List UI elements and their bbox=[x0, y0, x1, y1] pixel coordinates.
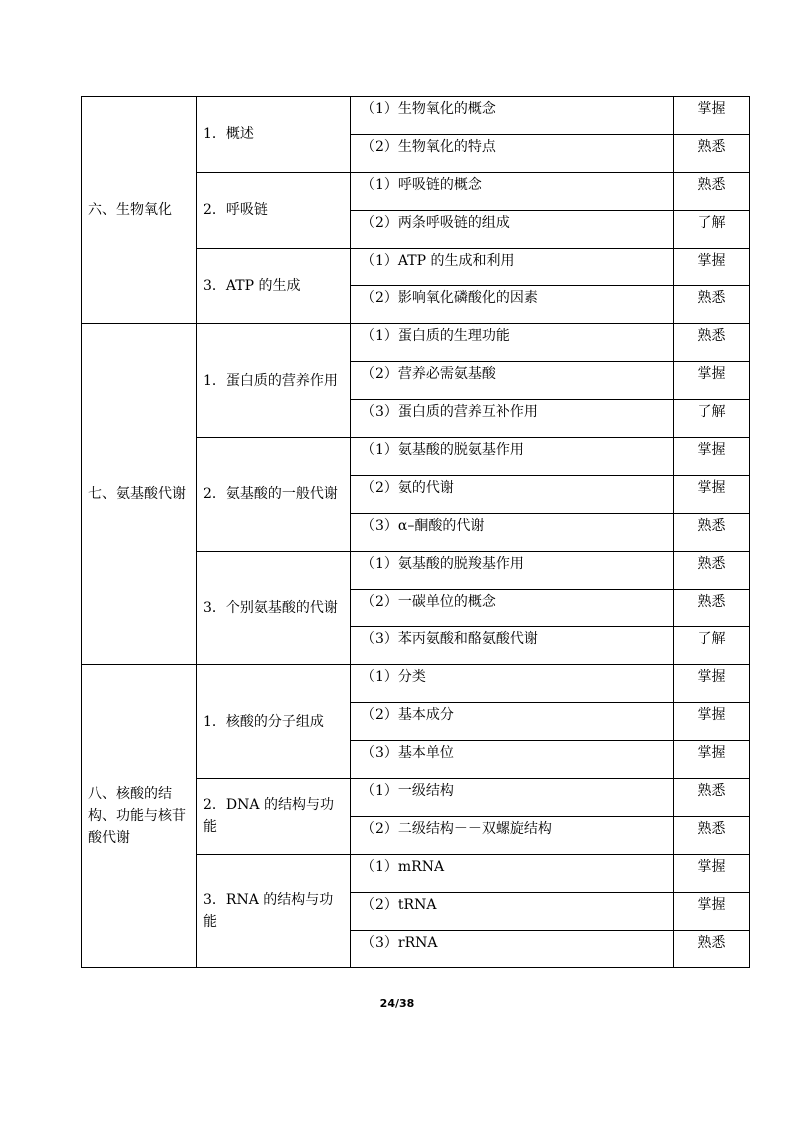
item-cell: （1）mRNA bbox=[351, 854, 674, 892]
syllabus-table bbox=[81, 96, 750, 968]
section-cell: 2．氨基酸的一般代谢 bbox=[197, 438, 351, 552]
item-cell: （2）一碳单位的概念 bbox=[351, 589, 674, 627]
level-cell: 熟悉 bbox=[674, 324, 750, 362]
item-cell: （1）分类 bbox=[351, 665, 674, 703]
item-cell: （3）蛋白质的营养互补作用 bbox=[351, 400, 674, 438]
item-cell: （1）蛋白质的生理功能 bbox=[351, 324, 674, 362]
chapter-cell: 八、核酸的结构、功能与核苷酸代谢 bbox=[82, 665, 197, 968]
level-cell: 了解 bbox=[674, 400, 750, 438]
syllabus-table-body bbox=[82, 97, 750, 968]
item-cell: （1）ATP 的生成和利用 bbox=[351, 248, 674, 286]
page-number: 24/38 bbox=[379, 997, 415, 1010]
level-cell: 熟悉 bbox=[674, 779, 750, 817]
level-cell: 掌握 bbox=[674, 741, 750, 779]
level-cell: 了解 bbox=[674, 627, 750, 665]
item-cell: （3）基本单位 bbox=[351, 741, 674, 779]
item-cell: （1）生物氧化的概念 bbox=[351, 97, 674, 135]
level-cell: 熟悉 bbox=[674, 134, 750, 172]
level-cell: 掌握 bbox=[674, 854, 750, 892]
level-cell: 熟悉 bbox=[674, 589, 750, 627]
level-cell: 掌握 bbox=[674, 248, 750, 286]
chapter-cell: 六、生物氧化 bbox=[82, 97, 197, 324]
level-cell: 掌握 bbox=[674, 475, 750, 513]
item-cell: （2）tRNA bbox=[351, 892, 674, 930]
section-cell: 3．RNA 的结构与功能 bbox=[197, 854, 351, 968]
level-cell: 掌握 bbox=[674, 892, 750, 930]
level-cell: 掌握 bbox=[674, 438, 750, 476]
item-cell: （1）氨基酸的脱氨基作用 bbox=[351, 438, 674, 476]
section-cell: 1．蛋白质的营养作用 bbox=[197, 324, 351, 438]
item-cell: （1）氨基酸的脱羧基作用 bbox=[351, 551, 674, 589]
item-cell: （2）二级结构－－双螺旋结构 bbox=[351, 816, 674, 854]
level-cell: 掌握 bbox=[674, 703, 750, 741]
section-cell: 1．概述 bbox=[197, 97, 351, 173]
level-cell: 熟悉 bbox=[674, 551, 750, 589]
section-cell: 2．呼吸链 bbox=[197, 172, 351, 248]
item-cell: （2）两条呼吸链的组成 bbox=[351, 210, 674, 248]
level-cell: 掌握 bbox=[674, 665, 750, 703]
section-cell: 1．核酸的分子组成 bbox=[197, 665, 351, 779]
level-cell: 熟悉 bbox=[674, 513, 750, 551]
table-row bbox=[82, 665, 750, 703]
level-cell: 熟悉 bbox=[674, 816, 750, 854]
level-cell: 掌握 bbox=[674, 362, 750, 400]
level-cell: 熟悉 bbox=[674, 172, 750, 210]
table-row bbox=[82, 324, 750, 362]
item-cell: （1）呼吸链的概念 bbox=[351, 172, 674, 210]
level-cell: 了解 bbox=[674, 210, 750, 248]
item-cell: （2）氨的代谢 bbox=[351, 475, 674, 513]
item-cell: （2）基本成分 bbox=[351, 703, 674, 741]
item-cell: （2）营养必需氨基酸 bbox=[351, 362, 674, 400]
item-cell: （1）一级结构 bbox=[351, 779, 674, 817]
chapter-cell: 七、氨基酸代谢 bbox=[82, 324, 197, 665]
level-cell: 熟悉 bbox=[674, 930, 750, 968]
section-cell: 2．DNA 的结构与功能 bbox=[197, 779, 351, 855]
item-cell: （2）生物氧化的特点 bbox=[351, 134, 674, 172]
table-row bbox=[82, 97, 750, 135]
level-cell: 掌握 bbox=[674, 97, 750, 135]
item-cell: （3）苯丙氨酸和酪氨酸代谢 bbox=[351, 627, 674, 665]
item-cell: （2）影响氧化磷酸化的因素 bbox=[351, 286, 674, 324]
level-cell: 熟悉 bbox=[674, 286, 750, 324]
section-cell: 3．个别氨基酸的代谢 bbox=[197, 551, 351, 665]
item-cell: （3）α–酮酸的代谢 bbox=[351, 513, 674, 551]
section-cell: 3．ATP 的生成 bbox=[197, 248, 351, 324]
item-cell: （3）rRNA bbox=[351, 930, 674, 968]
